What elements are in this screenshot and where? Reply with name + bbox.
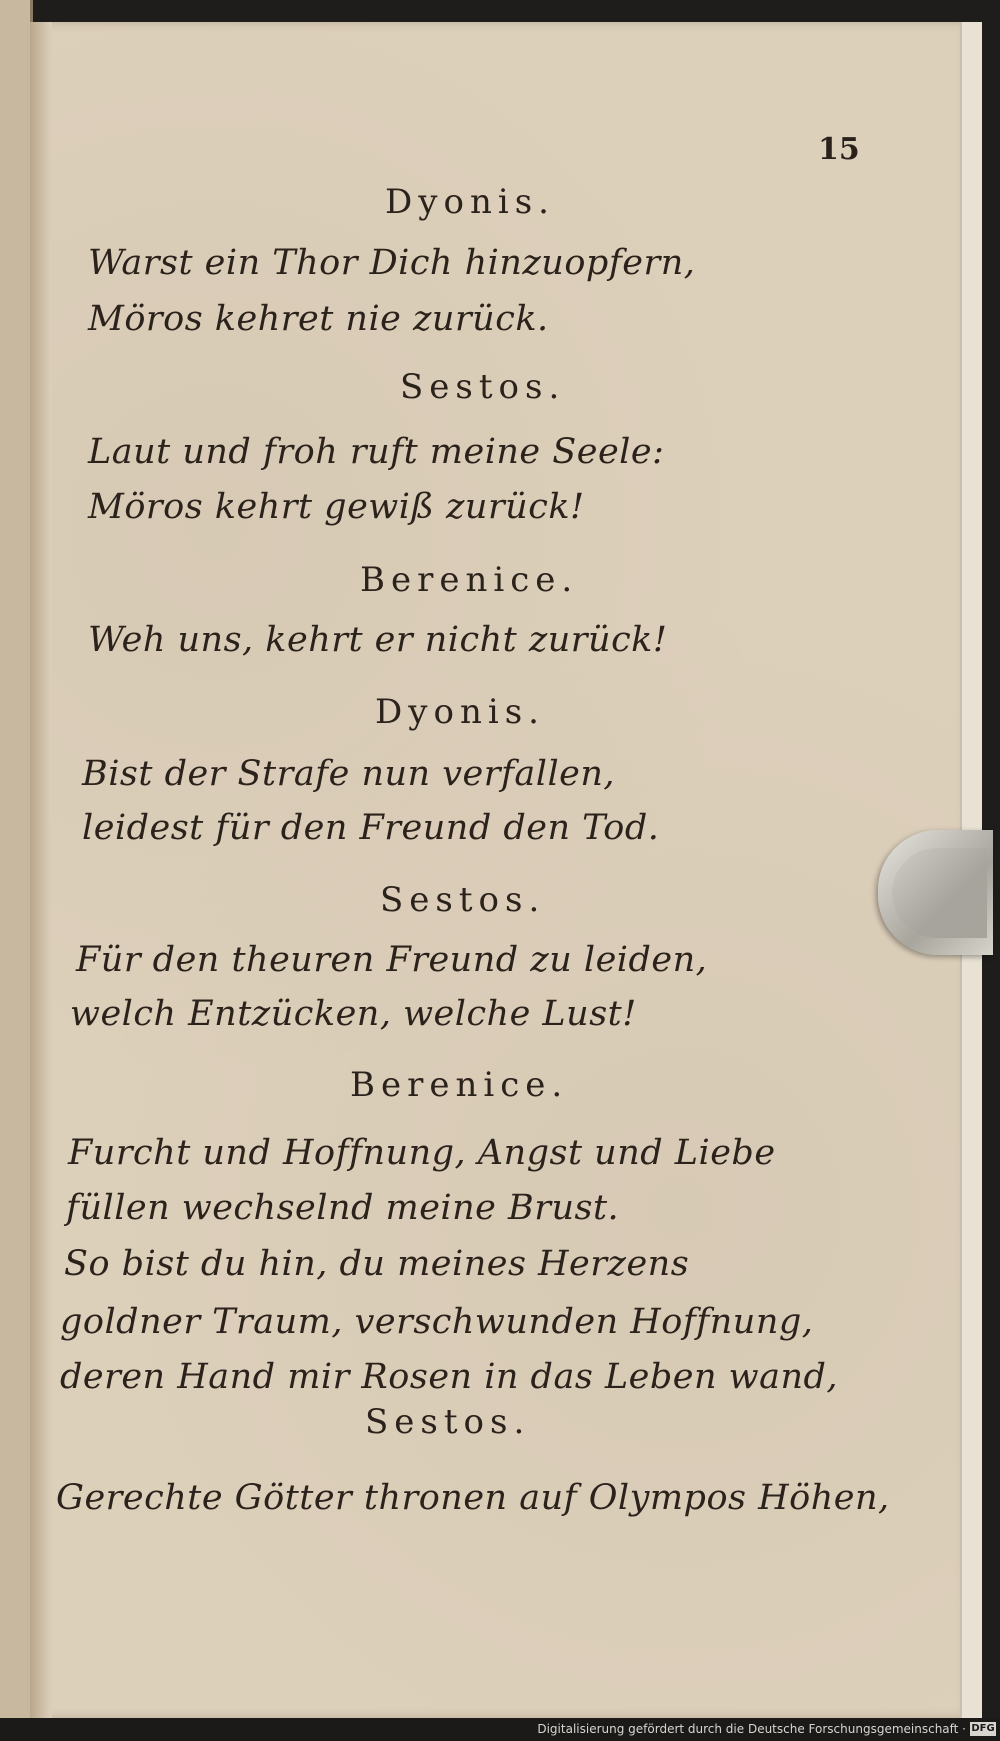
speaker-heading: Dyonis. — [375, 692, 545, 732]
verse-line: Laut und froh ruft meine Seele: — [88, 432, 665, 472]
verse-line: Für den theuren Freund zu leiden, — [76, 940, 708, 980]
verse-line: Bist der Strafe nun verfallen, — [82, 754, 616, 794]
speaker-heading: Dyonis. — [385, 182, 555, 222]
page-number: 15 — [818, 132, 860, 167]
speaker-heading: Berenice. — [360, 560, 579, 600]
verse-line: füllen wechselnd meine Brust. — [66, 1188, 620, 1228]
dfg-logo: DFG — [971, 1723, 995, 1734]
speaker-heading: Sestos. — [400, 367, 566, 407]
verse-line: deren Hand mir Rosen in das Leben wand, — [60, 1357, 839, 1397]
speaker-heading: Sestos. — [380, 880, 546, 920]
verse-line: Gerechte Götter thronen auf Olympos Höhen, — [56, 1478, 890, 1518]
speaker-heading: Sestos. — [365, 1402, 531, 1442]
footer-credit: Digitalisierung gefördert durch die Deutsche Forschungsgemeinschaft · — [537, 1722, 966, 1736]
verse-line: So bist du hin, du meines Herzens — [64, 1244, 690, 1284]
verse-line: Furcht und Hoffnung, Angst und Liebe — [68, 1133, 776, 1173]
verse-line: Warst ein Thor Dich hinzuopfern, — [88, 243, 696, 283]
speaker-heading: Berenice. — [350, 1065, 569, 1105]
verse-line: Weh uns, kehrt er nicht zurück! — [88, 620, 668, 660]
verse-line: Möros kehrt gewiß zurück! — [88, 487, 585, 527]
verse-line: Möros kehret nie zurück. — [88, 299, 549, 339]
verse-line: welch Entzücken, welche Lust! — [70, 994, 637, 1034]
verse-line: leidest für den Freund den Tod. — [82, 808, 660, 848]
verse-line: goldner Traum, verschwunden Hoffnung, — [60, 1302, 814, 1342]
